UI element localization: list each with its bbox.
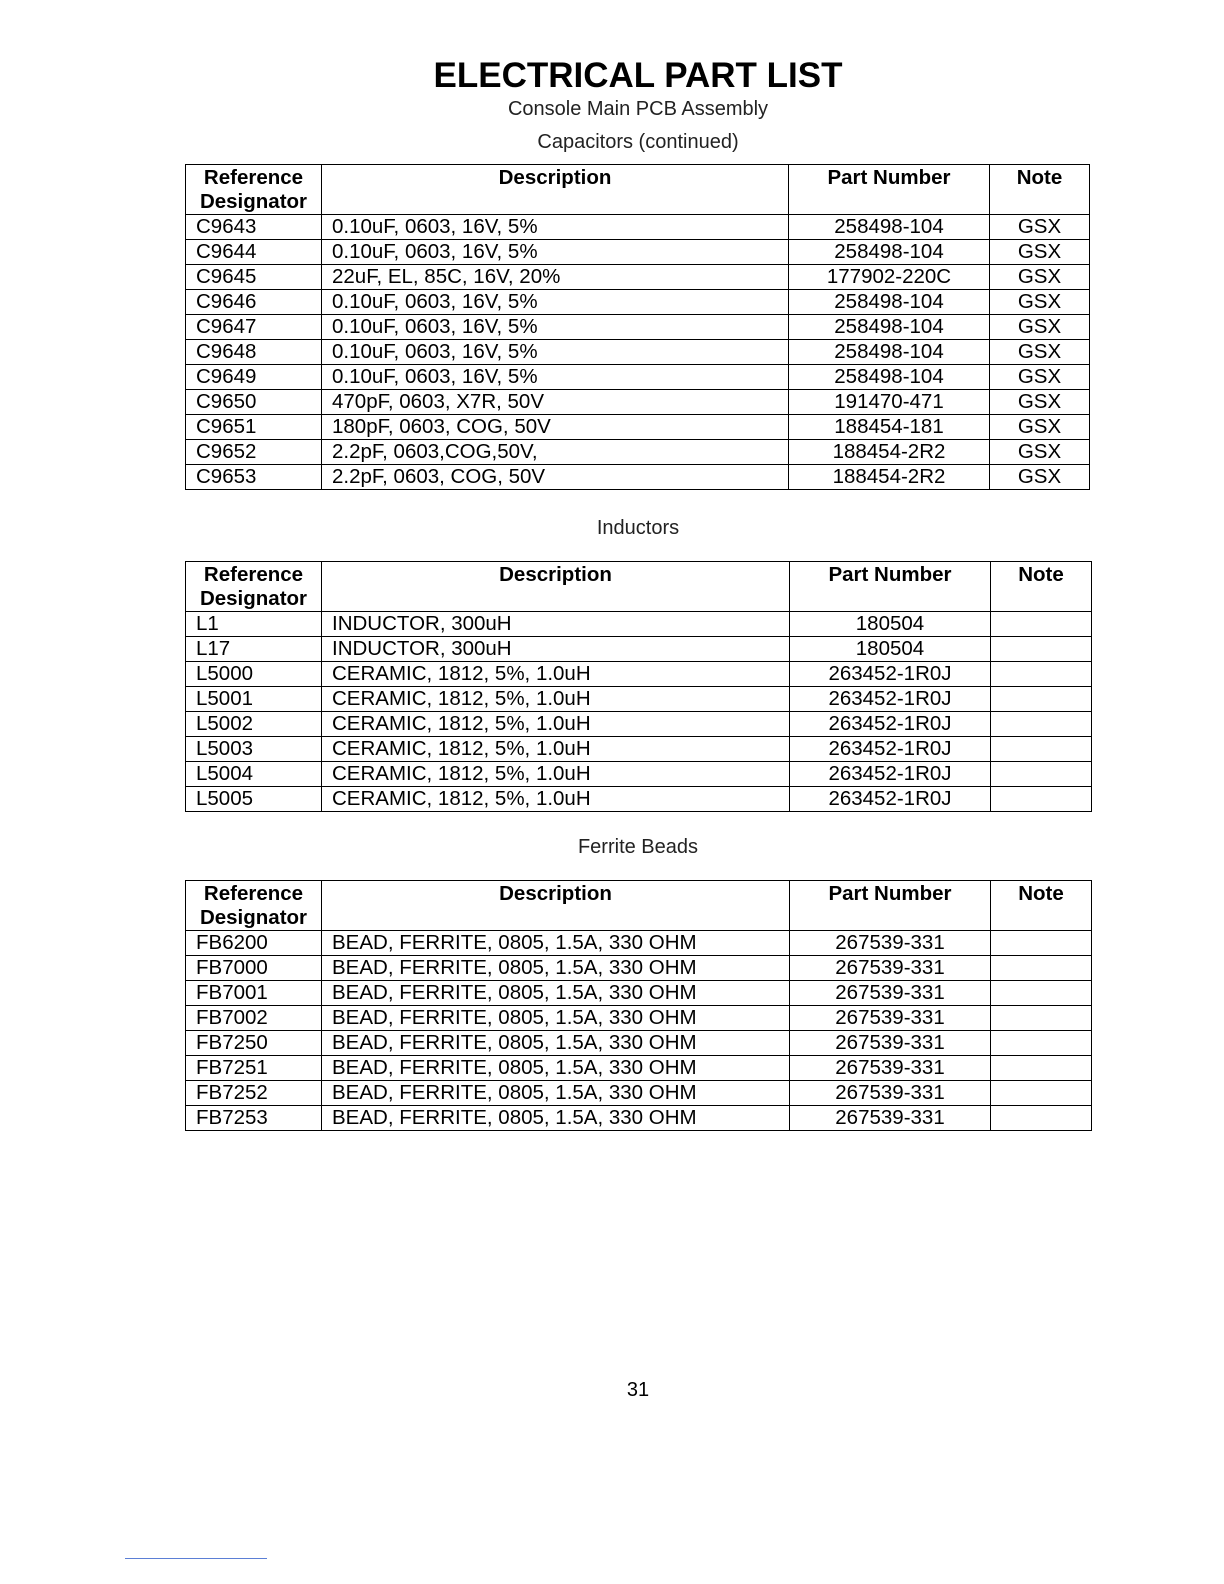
table-row	[186, 440, 1090, 465]
table-row	[186, 1081, 1092, 1106]
cell-description: 0.10uF, 0603, 16V, 5%	[322, 365, 789, 390]
cell-reference: C9650	[186, 390, 322, 415]
cell-reference: C9651	[186, 415, 322, 440]
cell-description: 2.2pF, 0603,COG,50V,	[322, 440, 789, 465]
table-row	[186, 265, 1090, 290]
col-header-note: Note	[991, 562, 1092, 612]
cell-description: 180pF, 0603, COG, 50V	[322, 415, 789, 440]
cell-note	[991, 687, 1092, 712]
cell-reference: C9648	[186, 340, 322, 365]
cell-description: 0.10uF, 0603, 16V, 5%	[322, 315, 789, 340]
cell-reference: FB7001	[186, 981, 322, 1006]
col-header-note: Note	[991, 881, 1092, 931]
table-row	[186, 315, 1090, 340]
cell-note: GSX	[990, 465, 1090, 490]
cell-reference: L1	[186, 612, 322, 637]
cell-part-number: 267539-331	[790, 981, 991, 1006]
inductors-table	[185, 561, 1092, 812]
cell-reference: FB7253	[186, 1106, 322, 1131]
cell-description: CERAMIC, 1812, 5%, 1.0uH	[322, 662, 790, 687]
table-row	[186, 712, 1092, 737]
col-header-part-number: Part Number	[789, 165, 990, 215]
cell-note	[991, 1106, 1092, 1131]
table-row	[186, 1106, 1092, 1131]
cell-part-number: 267539-331	[790, 931, 991, 956]
cell-description: 0.10uF, 0603, 16V, 5%	[322, 215, 789, 240]
cell-part-number: 263452-1R0J	[790, 712, 991, 737]
cell-part-number: 263452-1R0J	[790, 737, 991, 762]
cell-part-number: 267539-331	[790, 1056, 991, 1081]
cell-reference: L5001	[186, 687, 322, 712]
cell-description: CERAMIC, 1812, 5%, 1.0uH	[322, 762, 790, 787]
table-row	[186, 390, 1090, 415]
cell-reference: FB7250	[186, 1031, 322, 1056]
assembly-subtitle: Console Main PCB Assembly	[507, 98, 769, 120]
cell-reference: L17	[186, 637, 322, 662]
cell-part-number: 258498-104	[789, 365, 990, 390]
table-header-row	[186, 562, 1092, 612]
table-row	[186, 465, 1090, 490]
cell-reference: L5002	[186, 712, 322, 737]
col-header-reference: Reference Designator	[186, 562, 322, 612]
col-header-note: Note	[990, 165, 1090, 215]
table-row	[186, 637, 1092, 662]
cell-note	[991, 737, 1092, 762]
cell-description: INDUCTOR, 300uH	[322, 637, 790, 662]
cell-part-number: 180504	[790, 612, 991, 637]
cell-part-number: 258498-104	[789, 340, 990, 365]
table-row	[186, 956, 1092, 981]
table-row	[186, 365, 1090, 390]
cell-reference: C9652	[186, 440, 322, 465]
capacitors-table	[185, 164, 1090, 490]
table-row	[186, 687, 1092, 712]
cell-description: 22uF, EL, 85C, 16V, 20%	[322, 265, 789, 290]
capacitors-section-title: Capacitors (continued)	[537, 131, 739, 153]
col-header-reference: Reference Designator	[186, 881, 322, 931]
cell-note: GSX	[990, 440, 1090, 465]
col-header-reference: Reference Designator	[186, 165, 322, 215]
cell-reference: L5005	[186, 787, 322, 812]
cell-part-number: 177902-220C	[789, 265, 990, 290]
cell-description: 0.10uF, 0603, 16V, 5%	[322, 290, 789, 315]
cell-reference: FB6200	[186, 931, 322, 956]
table-row	[186, 1006, 1092, 1031]
cell-part-number: 258498-104	[789, 215, 990, 240]
table-row	[186, 612, 1092, 637]
cell-note	[991, 637, 1092, 662]
cell-note	[991, 612, 1092, 637]
cell-part-number: 267539-331	[790, 1031, 991, 1056]
cell-part-number: 258498-104	[789, 315, 990, 340]
cell-part-number: 258498-104	[789, 290, 990, 315]
cell-part-number: 267539-331	[790, 956, 991, 981]
footer-divider	[125, 1558, 267, 1559]
cell-description: CERAMIC, 1812, 5%, 1.0uH	[322, 787, 790, 812]
cell-part-number: 263452-1R0J	[790, 762, 991, 787]
cell-note: GSX	[990, 365, 1090, 390]
page-number: 31	[626, 1379, 650, 1401]
cell-part-number: 188454-2R2	[789, 440, 990, 465]
page-title: ELECTRICAL PART LIST	[433, 56, 843, 95]
cell-description: 0.10uF, 0603, 16V, 5%	[322, 340, 789, 365]
cell-description: BEAD, FERRITE, 0805, 1.5A, 330 OHM	[322, 1031, 790, 1056]
cell-reference: L5003	[186, 737, 322, 762]
cell-note	[991, 931, 1092, 956]
table-row	[186, 415, 1090, 440]
table-row	[186, 240, 1090, 265]
col-header-description: Description	[322, 165, 789, 215]
cell-note	[991, 1031, 1092, 1056]
cell-reference: L5000	[186, 662, 322, 687]
cell-part-number: 263452-1R0J	[790, 687, 991, 712]
table-row	[186, 1031, 1092, 1056]
ferrite-beads-rows	[186, 931, 1092, 1131]
cell-note	[991, 956, 1092, 981]
cell-description: BEAD, FERRITE, 0805, 1.5A, 330 OHM	[322, 956, 790, 981]
ferrite-beads-section-title: Ferrite Beads	[577, 836, 699, 858]
cell-note	[991, 762, 1092, 787]
cell-note: GSX	[990, 315, 1090, 340]
cell-description: 2.2pF, 0603, COG, 50V	[322, 465, 789, 490]
inductors-section-title: Inductors	[596, 517, 680, 539]
cell-description: BEAD, FERRITE, 0805, 1.5A, 330 OHM	[322, 1081, 790, 1106]
cell-part-number: 263452-1R0J	[790, 787, 991, 812]
cell-note	[991, 981, 1092, 1006]
table-row	[186, 662, 1092, 687]
cell-part-number: 188454-2R2	[789, 465, 990, 490]
cell-note: GSX	[990, 215, 1090, 240]
table-row	[186, 981, 1092, 1006]
cell-description: BEAD, FERRITE, 0805, 1.5A, 330 OHM	[322, 1056, 790, 1081]
cell-note	[991, 712, 1092, 737]
cell-part-number: 263452-1R0J	[790, 662, 991, 687]
table-row	[186, 290, 1090, 315]
cell-reference: C9644	[186, 240, 322, 265]
col-header-part-number: Part Number	[790, 562, 991, 612]
cell-note	[991, 787, 1092, 812]
cell-part-number: 258498-104	[789, 240, 990, 265]
cell-note	[991, 1006, 1092, 1031]
cell-note: GSX	[990, 240, 1090, 265]
cell-description: 470pF, 0603, X7R, 50V	[322, 390, 789, 415]
table-row	[186, 931, 1092, 956]
cell-description: 0.10uF, 0603, 16V, 5%	[322, 240, 789, 265]
table-row	[186, 340, 1090, 365]
cell-note: GSX	[990, 340, 1090, 365]
cell-reference: FB7000	[186, 956, 322, 981]
cell-reference: C9653	[186, 465, 322, 490]
cell-description: CERAMIC, 1812, 5%, 1.0uH	[322, 687, 790, 712]
cell-reference: FB7252	[186, 1081, 322, 1106]
cell-note: GSX	[990, 265, 1090, 290]
cell-description: CERAMIC, 1812, 5%, 1.0uH	[322, 737, 790, 762]
cell-reference: FB7251	[186, 1056, 322, 1081]
table-row	[186, 762, 1092, 787]
cell-part-number: 267539-331	[790, 1106, 991, 1131]
table-row	[186, 215, 1090, 240]
col-header-description: Description	[322, 881, 790, 931]
cell-reference: C9646	[186, 290, 322, 315]
table-header-row	[186, 881, 1092, 931]
cell-part-number: 188454-181	[789, 415, 990, 440]
cell-description: CERAMIC, 1812, 5%, 1.0uH	[322, 712, 790, 737]
cell-reference: L5004	[186, 762, 322, 787]
cell-note: GSX	[990, 415, 1090, 440]
cell-note	[991, 1056, 1092, 1081]
table-header-row	[186, 165, 1090, 215]
cell-part-number: 191470-471	[789, 390, 990, 415]
cell-description: BEAD, FERRITE, 0805, 1.5A, 330 OHM	[322, 1006, 790, 1031]
cell-reference: C9649	[186, 365, 322, 390]
cell-reference: FB7002	[186, 1006, 322, 1031]
cell-part-number: 180504	[790, 637, 991, 662]
cell-note	[991, 1081, 1092, 1106]
table-row	[186, 787, 1092, 812]
capacitors-rows	[186, 215, 1090, 490]
cell-note: GSX	[990, 290, 1090, 315]
cell-note	[991, 662, 1092, 687]
cell-description: BEAD, FERRITE, 0805, 1.5A, 330 OHM	[322, 1106, 790, 1131]
cell-description: BEAD, FERRITE, 0805, 1.5A, 330 OHM	[322, 931, 790, 956]
cell-reference: C9643	[186, 215, 322, 240]
table-row	[186, 737, 1092, 762]
col-header-description: Description	[322, 562, 790, 612]
cell-note: GSX	[990, 390, 1090, 415]
cell-reference: C9645	[186, 265, 322, 290]
table-row	[186, 1056, 1092, 1081]
ferrite-beads-table	[185, 880, 1092, 1131]
col-header-part-number: Part Number	[790, 881, 991, 931]
cell-description: BEAD, FERRITE, 0805, 1.5A, 330 OHM	[322, 981, 790, 1006]
cell-part-number: 267539-331	[790, 1006, 991, 1031]
cell-part-number: 267539-331	[790, 1081, 991, 1106]
inductors-rows	[186, 612, 1092, 812]
cell-description: INDUCTOR, 300uH	[322, 612, 790, 637]
cell-reference: C9647	[186, 315, 322, 340]
